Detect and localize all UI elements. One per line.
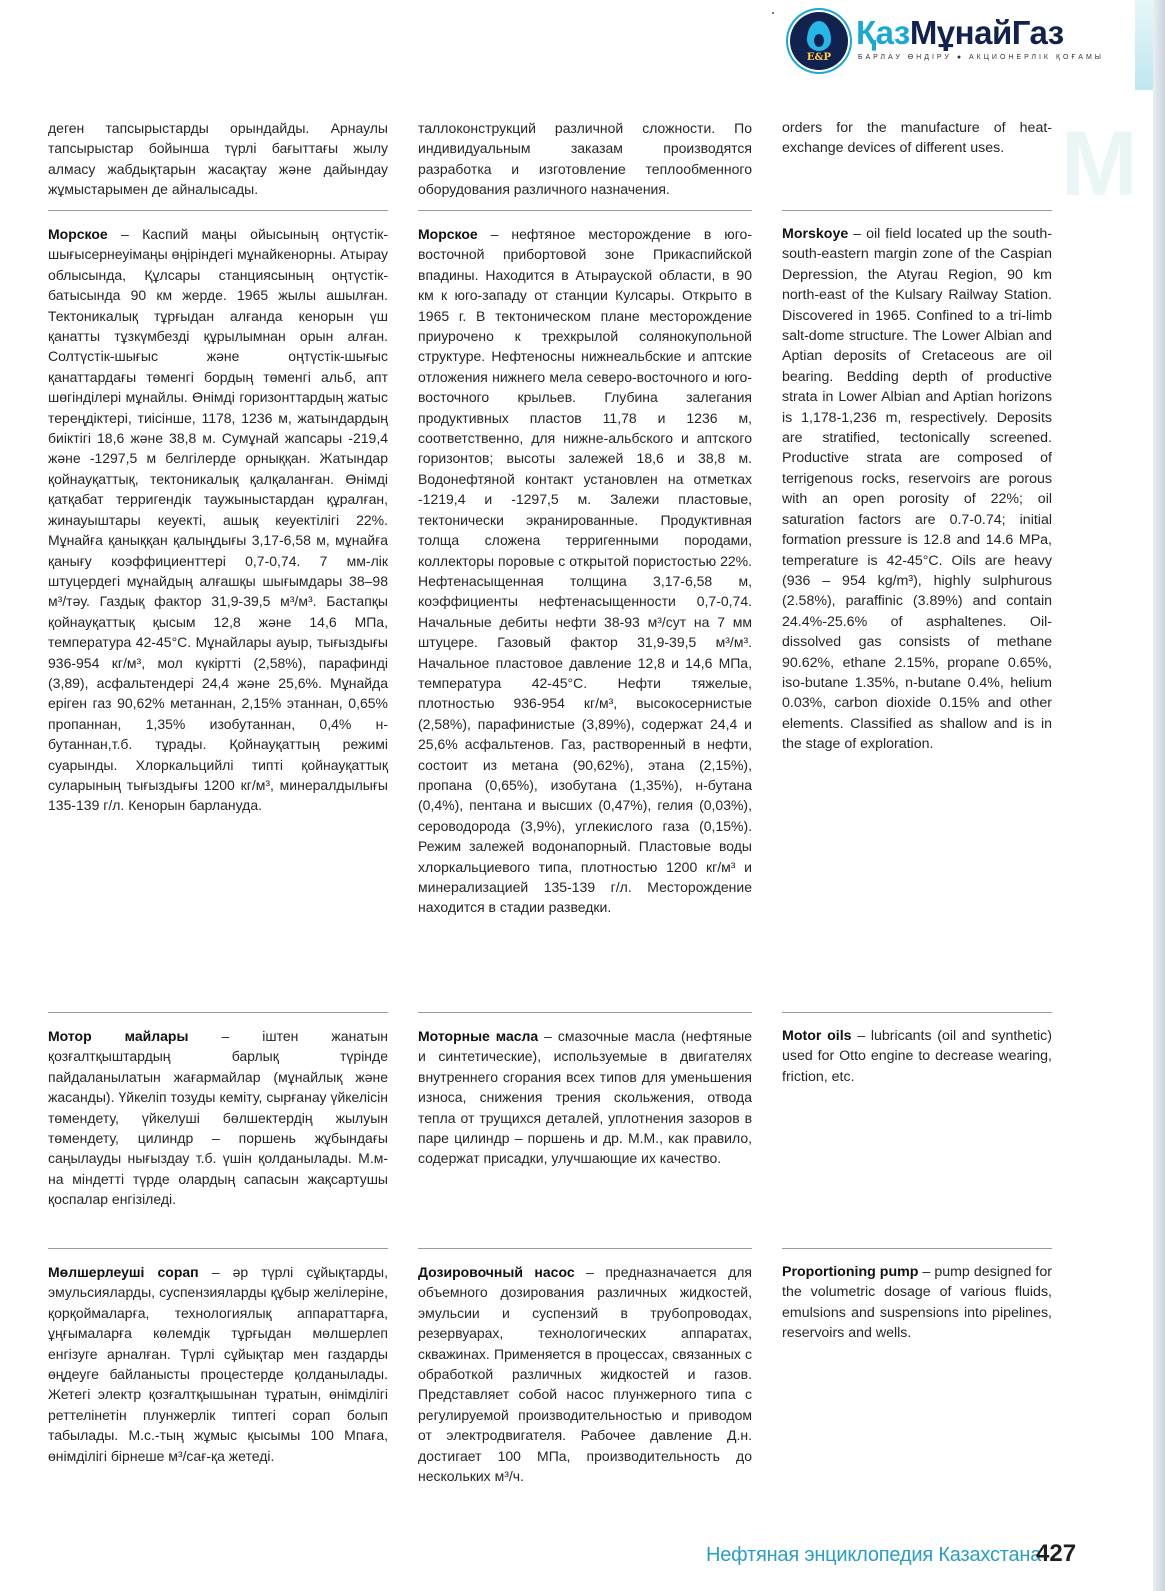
- divider: [48, 1248, 388, 1249]
- entry-term: Мотор майлары: [48, 1028, 189, 1044]
- entry-text: – нефтяное месторождение в юго-восточной прибортовой зоне Прикаспийской впадины. Находится в Атырауской области, в 90 км к юго-западу от станции Кулсары. Открыто в 1965 г. В тектоническом плане месторождение приурочено к трехкрылой солянокупольной структуре. Нефтеносны нижнеальбские и аптские отложения нижнего мела северо-восточного и юго-восточного крыльев. Глубина залегания продуктивных пластов 11,78 и 1236 м, соответственно, для нижне-альбского и аптского горизонтов; высоты залежей 18,6 и 38,8 м. Водонефтяной контакт установлен на отметках -1219,4 и -1297,5 м. Залежи пластовые, тектонически экранированные. Продуктивная толща сложена терригенными породами, коллекторы поровые с открытой пористостью 22%. Нефтенасыщенная толщина 3,17-6,58 м, коэффициенты нефтенасыщенности 0,7-0,74. Начальные дебиты нефти 38-93 м³/сут на 7 мм штуцере. Газовый фактор 31,9-39,5 м³/м³. Начальное пластовое давление 12,8 и 14,6 МПа, температура 42-45°С. Нефти тяжелые, плотностью 936-954 кг/м³, высокосернистые (2,58%), парафинистые (3,89%), содержат 24,4 и 25,6% асфальтенов. Газ, растворенный в нефти, состоит из метана (90,62%), этана (2,15%), пропана (0,65%), изобутана (1,35%), н-бутана (0,4%), пентана и высших (0,47%), гелия (0,03%), сероводорода (3,9%), углекислого газа (0,15%). Режим залежей водонапорный. Пластовые воды хлоркальциевого типа, плотностью 1200 кг/м³ и минерализацией 135-139 г/л. Месторождение находится в стадии разведки.: [418, 226, 752, 916]
- entry-text: – pump designed for the volumetric dosage of various fluids, emulsions and suspensions into pipelines, reservoirs and wells.: [782, 1264, 1052, 1342]
- entry-motor-oils-kz: [48, 1026, 388, 1210]
- scan-speck: [772, 12, 774, 14]
- logo-name-part1: Қаз: [856, 14, 910, 51]
- logo-name-part2: МұнайГаз: [909, 14, 1064, 51]
- entry-term: Proportioning pump: [782, 1264, 919, 1280]
- logo-tagline: БАРЛАУ ӨНДІРУ ● АКЦИОНЕРЛІК ҚОҒАМЫ: [858, 54, 1104, 61]
- entry-morskoye-kz: [48, 224, 388, 816]
- divider: [48, 210, 388, 211]
- entry-pump-ru: [418, 1262, 752, 1486]
- page-edge-strip: [1153, 0, 1165, 1591]
- entry-term: Мөлшерлеуші сорап: [48, 1264, 199, 1280]
- divider: [418, 1012, 752, 1013]
- entry-term: Моторные масла: [418, 1028, 539, 1044]
- entry-text: – предназначается для объемного дозирования различных жидкостей, эмульсии и суспензий в трубопроводах, резервуарах, технологических аппаратах, скважинах. Применяется в процессах, связанных с обработкой различных жидкостей и газов. Представляет собой насос плунжерного типа с регулируемой производительностью и приводом от электродвигателя. Рабочее давление Д.н. достигает 100 МПа, производительность до нескольких м³/ч.: [418, 1264, 752, 1485]
- intro-en: orders for the manufacture of heat-exchange devices of different uses.: [782, 120, 1052, 157]
- divider: [782, 1248, 1052, 1249]
- entry-text: – Каспий маңы ойысының оңтүстік-шығысернеуімаңы өңіріндегі мұнайкенорны. Атырау облысында, Құлсары станциясының оңтүстік-батысында 90 км жерде. 1965 жылы ашылған. Тектоникалық тұрғыдан алғанда кенорын үш қанатты тұзкүмбезді құрылымнан орын алған. Солтүстік-шығыс және оңтүстік-шығыс қанаттардағы төменгі бордың төменгі альб, апт шөгінділері мұнайлы. Өнімді горизонттардың жатыс тереңдіктері, тиісінше, 1178, 1236 м, жатындардың биіктігі 18,6 және 38,8 м. Сумұнай жапсары -219,4 және -1297,5 м белгілерде орныққан. Жатындар қойнауқаттық, тектоникалық қалқаланған. Өнімді қатқабат терригендік таужыныстардан құралған, жинауыштары кеуекті, ашық кеуектілігі 22%. Мұнайға қаныққан қалыңдығы 3,17-6,58 м, мұнайға қанығу коэффициенттері 0,7-0,74. 7 мм-лік штуцердегі мұнайдың алғашқы шығымдары 38–98 м³/тәу. Газдық фактор 31,9-39,5 м³/м³. Бастапқы қойнауқаттық қысым 12,8 және 14,6 МПа, температура 42-45°С. Мұнайлары ауыр, тығыздығы 936-954 кг/м³, мол күкіртті (2,58%), парафинді (3,89), асфальтендері 24,4 және 25,6%. Мұнайда еріген газ 90,62% метаннан, 2,15% этаннан, 0,65% пропаннан, 1,35% изобутаннан, 0,4% н-бутаннан,т.б. тұрады. Қойнауқаттың режимі суарынды. Хлоркальцийлі типті қойнауқаттық суларының тығыздығы 1200 кг/м³, минералдылығы 135-139 г/л. Кенорын барлануда.: [48, 226, 388, 814]
- divider: [418, 210, 752, 211]
- company-logo: [790, 8, 1150, 70]
- entry-morskoye-ru: [418, 224, 752, 918]
- logo-badge-text: E&P: [806, 52, 832, 63]
- entry-term: Морское: [48, 226, 108, 242]
- entry-text: – oil field located up the south-south-eastern margin zone of the Caspian Depression, the Atyrau Region, 90 km north-east of the Kulsary Railway Station. Discovered in 1965. Confined to a tri-limb salt-dome structure. The Lower Albian and Aptian deposits of Cretaceous are oil bearing. Bedding depth of productive strata in Lower Albian and Aptian horizons is 1,178-1,236 m, respectively. Deposits are stratified, tectonically screened. Productive strata are composed of terrigenous rocks, reservoirs are porous with an open porosity of 22%; oil saturation factors are 0.7-0.74; initial formation pressure is 12.8 and 14.6 MPa, temperature is 42-45°C. Oils are heavy (936 – 954 kg/m³), highly sulphurous (2.58%), paraffinic (3.89%) and contain 24.4%-25.6% of asphaltenes. Oil-dissolved gas consists of methane 90.62%, ethane 2.15%, propane 0.65%, iso-butane 1.35%, n-butane 0.4%, helium 0.03%, carbon dioxide 0.15% and other elements. Classified as shallow and is in the stage of exploration.: [782, 226, 1052, 753]
- entry-motor-oils-ru: [418, 1026, 752, 1169]
- intro-kz: деген тапсырыстарды орындайды. Арнаулы тапсырыстар бойынша түрлі бағыттағы жылу алмасу жабдықтарын жасақтау және дайындау жұмыстарымен де айналысады.: [48, 120, 388, 198]
- footer-title: Нефтяная энциклопедия Казахстана: [706, 1544, 1042, 1566]
- section-letter: M: [1061, 113, 1138, 215]
- entry-text: – іштен жанатын қозғалтқыштардың барлық түрінде пайдаланылатын жағармайлар (мұнайлық және жасанды). Үйкеліп тозуды кеміту, сырғанау үйкелісін төмендету, үйкелуші бөлшектердің жылуын төмендету, цилиндр – поршень жұбындағы саңылауды нығыздау т.б. үшін қолданылады. М.м-на міндетті түрде олардың сапасын жақсартушы қоспалар енгізіледі.: [48, 1028, 388, 1208]
- entry-morskoye-en: [782, 224, 1052, 755]
- divider: [782, 1012, 1052, 1013]
- entry-term: Morskoye: [782, 226, 849, 242]
- entry-text: – әр түрлі сұйықтарды, эмульсияларды, суспензияларды құбыр желілеріне, қорқоймаларға, технологиялық аппараттарға, ұңғымаларға көлемдік тұрғыдан мөлшерлеп енгізуге арналған. Түрлі сұйықтар мен газдарды өңдеуге байланысты процестерде қолданылады. Жетегі электр қозғалтқышынан тұратын, өнімділігі реттелінетін плунжерлік типтегі сорап болып табылады. М.с.-тың жұмыс қысымы 100 Мпаға, өнімділігі бірнеше м³/сағ-қа жетеді.: [48, 1264, 388, 1464]
- logo-drop-icon: [790, 12, 848, 70]
- logo-name: [856, 14, 1064, 52]
- entry-pump-kz: [48, 1262, 388, 1466]
- entry-text: – lubricants (oil and synthetic) used for Otto engine to decrease wearing, friction, etc.: [782, 1028, 1052, 1085]
- entry-term: Морское: [418, 226, 478, 242]
- oil-drop-core: [814, 34, 824, 47]
- entry-pump-en: [782, 1262, 1052, 1344]
- entry-term: Дозировочный насос: [418, 1264, 575, 1280]
- divider: [782, 210, 1052, 211]
- entry-motor-oils-en: [782, 1026, 1052, 1087]
- entry-text: – смазочные масла (нефтяные и синтетические), используемые в двигателях внутреннего сгорания всех типов для уменьшения износа, снижения трения скольжения, отвода тепла от трущихся деталей, уплотнения зазоров в паре цилиндр – поршень и др. М.М., как правило, содержат присадки, улучшающие их качество.: [418, 1028, 752, 1167]
- page-number: 427: [1036, 1540, 1077, 1567]
- intro-ru: таллоконструкций различной сложности. По индивидуальным заказам производятся разработка и изготовление теплообменного оборудования различного назначения.: [418, 120, 752, 198]
- divider: [48, 1012, 388, 1013]
- entry-term: Motor oils: [782, 1028, 852, 1044]
- divider: [418, 1248, 752, 1249]
